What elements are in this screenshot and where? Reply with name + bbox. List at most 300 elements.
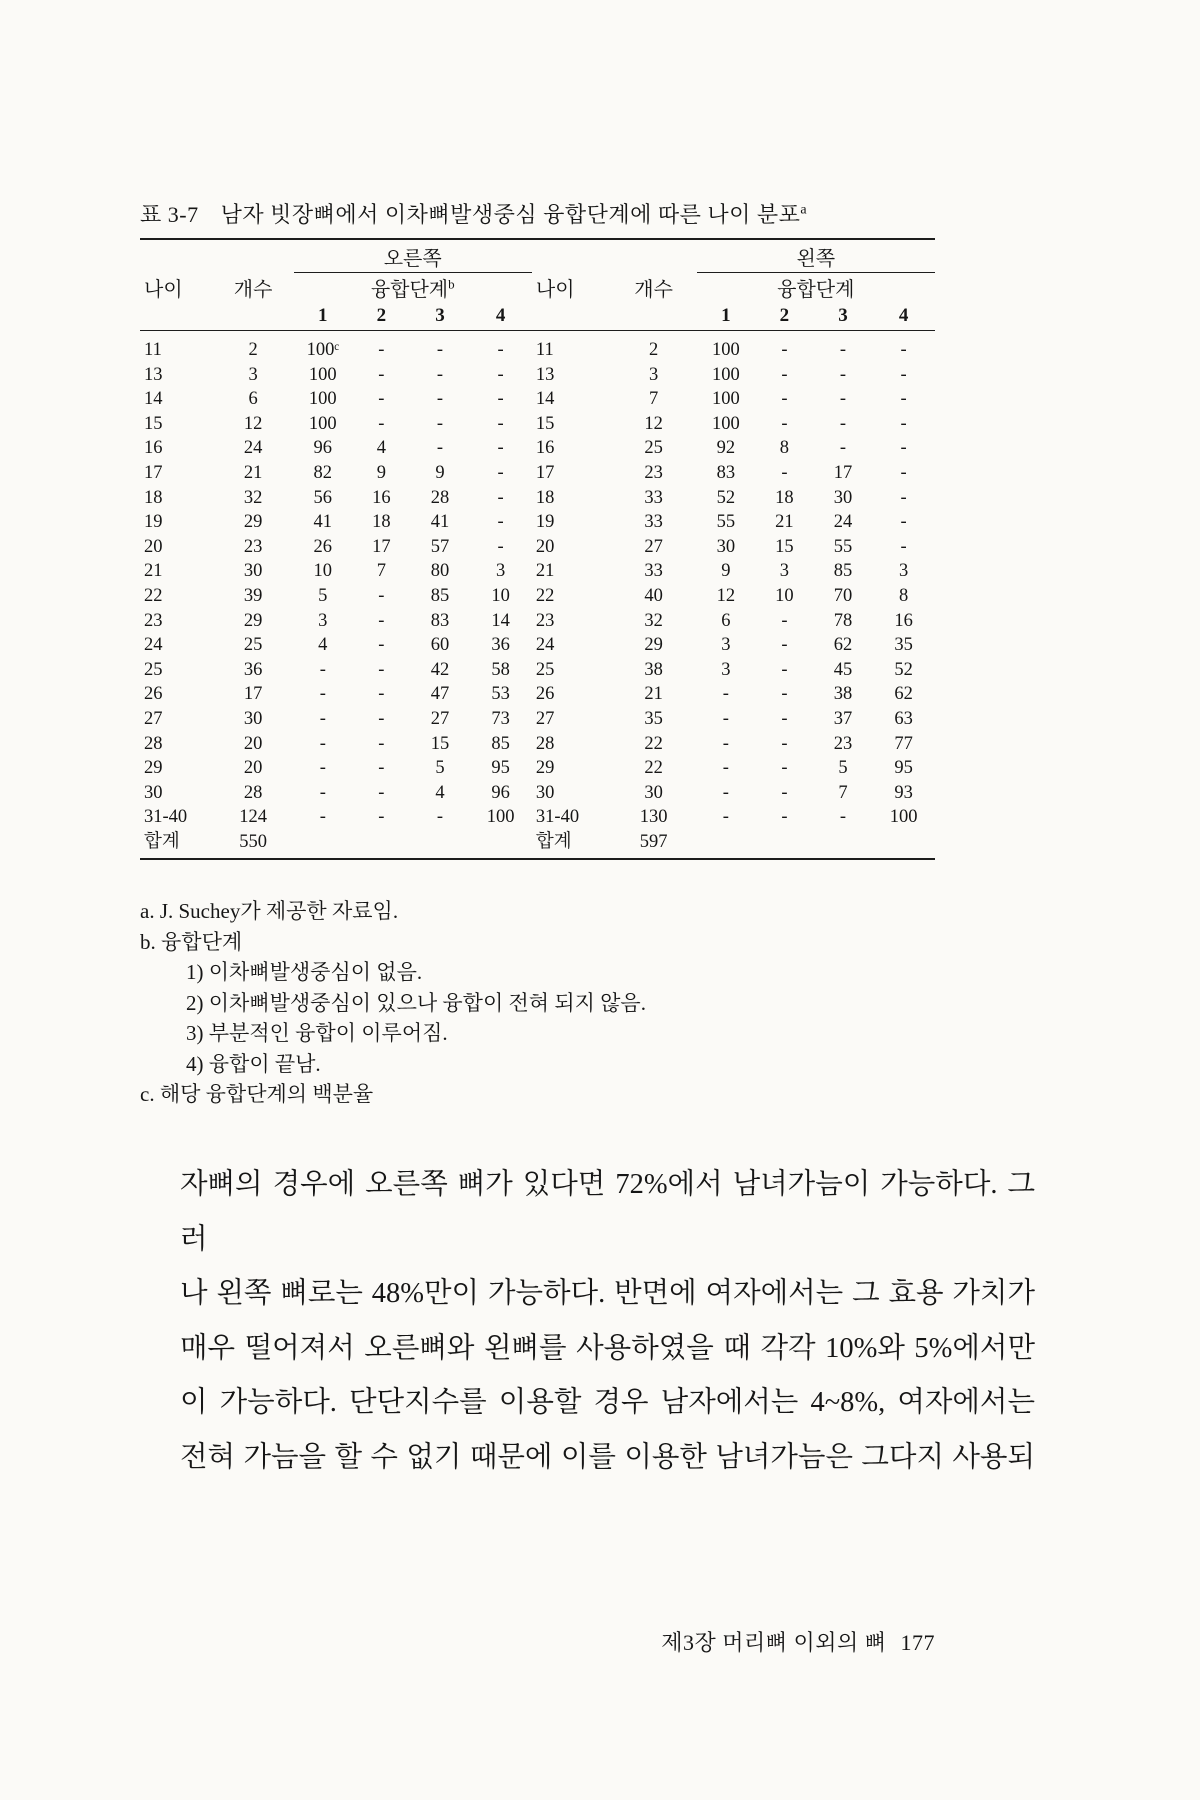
table-cell: 100 bbox=[486, 807, 515, 828]
table-body bbox=[140, 331, 935, 860]
stage-number-header: 3 bbox=[814, 302, 873, 331]
table-cell: - bbox=[781, 758, 788, 779]
table-cell: - bbox=[839, 438, 847, 459]
page-number: 177 bbox=[900, 1630, 935, 1655]
table-cell: 95 bbox=[491, 758, 510, 779]
table-cell: 38 bbox=[833, 684, 853, 705]
table-cell: 100 bbox=[711, 413, 740, 434]
table-cell: 22 bbox=[144, 585, 163, 606]
table-cell: 15 bbox=[430, 733, 450, 754]
header-spacer bbox=[140, 239, 294, 273]
table-cell bbox=[755, 830, 814, 860]
table-cell: 32 bbox=[243, 487, 263, 508]
table-cell: 4 bbox=[376, 438, 386, 459]
table-cell: 33 bbox=[644, 561, 663, 582]
table-cell: 9 bbox=[435, 462, 445, 483]
table-cell: 8 bbox=[779, 438, 790, 459]
table-cell: - bbox=[436, 364, 444, 385]
table-cell bbox=[697, 830, 756, 860]
total-row bbox=[140, 830, 935, 860]
table-cell: - bbox=[378, 610, 385, 631]
footnote-b1: 1) 이차뼈발생중심이 없음. bbox=[186, 960, 423, 984]
table-cell: 9 bbox=[721, 561, 731, 582]
table-cell: 85 bbox=[430, 585, 450, 606]
table-cell: - bbox=[722, 684, 729, 705]
column-header-row bbox=[140, 273, 935, 303]
table-cell: 85 bbox=[491, 733, 510, 754]
table-cell: 82 bbox=[313, 462, 333, 483]
table-cell: 21 bbox=[644, 684, 663, 705]
table-cell: 33 bbox=[644, 512, 663, 533]
stage-number-header: 3 bbox=[411, 302, 470, 331]
footnote-a: a. J. Suchey가 제공한 자료임. bbox=[140, 899, 399, 923]
table-cell: 130 bbox=[639, 807, 668, 828]
stage-number-row bbox=[140, 302, 935, 331]
table-cell: 36 bbox=[491, 635, 510, 656]
table-cell: - bbox=[497, 438, 504, 459]
table-cell: 23 bbox=[535, 610, 555, 631]
table-cell: - bbox=[378, 758, 385, 779]
table-title-footnote-marker: a bbox=[800, 202, 808, 218]
table-cell: - bbox=[497, 389, 504, 410]
table-cell: 18 bbox=[144, 487, 163, 508]
table-cell: - bbox=[781, 807, 788, 828]
table-cell bbox=[872, 830, 935, 860]
table-cell: 18 bbox=[372, 512, 391, 533]
table-cell: - bbox=[781, 610, 788, 631]
table-cell: 18 bbox=[775, 487, 794, 508]
table-cell: 56 bbox=[313, 487, 333, 508]
footnote-b4: 4) 융합이 끝남. bbox=[186, 1051, 321, 1076]
table-cell: 39 bbox=[243, 585, 263, 606]
table-cell: - bbox=[497, 340, 504, 360]
table-cell: 38 bbox=[644, 659, 663, 680]
table-cell: - bbox=[781, 462, 788, 483]
table-cell: 9 bbox=[376, 462, 386, 483]
table-cell: 31-40 bbox=[144, 807, 188, 828]
table-cell: 30 bbox=[243, 708, 263, 729]
table-cell: - bbox=[900, 462, 907, 483]
table-row bbox=[140, 331, 935, 363]
table-cell: 29 bbox=[243, 512, 263, 533]
table-cell: 8 bbox=[899, 585, 909, 606]
table-cell: 30 bbox=[644, 782, 663, 803]
table-cell: - bbox=[378, 733, 385, 754]
count-column-header: 개수 bbox=[233, 278, 273, 301]
table-cell: 19 bbox=[535, 512, 555, 533]
table-cell: - bbox=[319, 758, 326, 779]
count-column-header: 개수 bbox=[634, 278, 673, 301]
table-cell: 30 bbox=[144, 782, 163, 803]
table-cell: 14 bbox=[535, 389, 555, 410]
table-cell: - bbox=[378, 659, 385, 680]
table-row bbox=[140, 658, 935, 683]
header-spacer bbox=[213, 302, 294, 331]
table-cell: 27 bbox=[644, 536, 663, 557]
table-cell: 20 bbox=[535, 536, 555, 557]
table-cell: 24 bbox=[243, 438, 263, 459]
table-cell: 20 bbox=[243, 733, 263, 754]
table-cell: 24 bbox=[833, 512, 853, 533]
stage-footnote-marker: b bbox=[448, 276, 455, 292]
table-footnotes bbox=[140, 896, 960, 1110]
table-cell: 25 bbox=[243, 635, 263, 656]
table-cell: 26 bbox=[313, 536, 333, 557]
table-cell: 19 bbox=[144, 512, 163, 533]
table-cell: 100 bbox=[308, 389, 337, 410]
table-cell: 26 bbox=[535, 684, 555, 705]
table-cell: 13 bbox=[535, 364, 555, 385]
table-cell: 60 bbox=[430, 635, 450, 656]
table-cell: 16 bbox=[894, 610, 913, 631]
table-cell: - bbox=[900, 413, 907, 434]
table-cell: 3 bbox=[495, 561, 506, 582]
table-cell: - bbox=[378, 340, 385, 360]
table-cell: 12 bbox=[716, 585, 736, 606]
table-cell: - bbox=[722, 708, 729, 729]
table-cell: 7 bbox=[648, 389, 659, 410]
table-cell: 3 bbox=[648, 364, 659, 385]
table-cell: 합계 bbox=[535, 831, 572, 852]
table-cell: 85 bbox=[833, 561, 853, 582]
table-row bbox=[140, 363, 935, 388]
table-cell: 17 bbox=[833, 462, 853, 483]
table-cell: - bbox=[900, 340, 907, 360]
table-row bbox=[140, 781, 935, 806]
table-number: 표 3-7 bbox=[140, 202, 199, 227]
stage-number-header: 1 bbox=[697, 302, 756, 331]
chapter-title: 제3장 머리뼈 이외의 뼈 bbox=[661, 1630, 887, 1655]
group-header-left: 왼쪽 bbox=[697, 239, 935, 273]
table-row bbox=[140, 510, 935, 535]
table-cell: 26 bbox=[144, 684, 163, 705]
table-cell: - bbox=[722, 807, 729, 828]
table-cell: 73 bbox=[491, 708, 510, 729]
table-cell: - bbox=[319, 684, 326, 705]
table-cell: 16 bbox=[535, 438, 555, 459]
table-cell: 24 bbox=[535, 635, 555, 656]
table-cell: 29 bbox=[535, 758, 555, 779]
footnote-b3: 3) 부분적인 융합이 이루어짐. bbox=[186, 1021, 448, 1045]
table-cell: 124 bbox=[239, 807, 267, 828]
table-cell: 37 bbox=[833, 708, 853, 729]
table-cell: 12 bbox=[243, 413, 263, 434]
table-cell: - bbox=[900, 438, 907, 459]
table-cell: 30 bbox=[243, 561, 263, 582]
table-cell: - bbox=[497, 536, 504, 557]
table-row bbox=[140, 535, 935, 560]
table-cell: 36 bbox=[243, 659, 263, 680]
table-cell: 27 bbox=[430, 708, 450, 729]
table-cell: 3 bbox=[248, 364, 258, 385]
table-cell: 17 bbox=[144, 462, 163, 483]
table-cell: - bbox=[839, 340, 847, 360]
table-cell: 21 bbox=[775, 512, 794, 533]
table-cell: 7 bbox=[376, 561, 386, 582]
table-cell: - bbox=[781, 708, 788, 729]
table-cell: 10 bbox=[313, 561, 333, 582]
table-cell: 21 bbox=[243, 462, 263, 483]
table-cell: - bbox=[839, 364, 847, 385]
table-cell bbox=[469, 830, 532, 860]
table-cell: - bbox=[781, 340, 788, 360]
table-cell: 30 bbox=[833, 487, 853, 508]
table-cell: 11 bbox=[535, 340, 554, 360]
table-cell: - bbox=[497, 413, 504, 434]
table-cell: 29 bbox=[644, 635, 663, 656]
table-cell: 47 bbox=[430, 684, 450, 705]
age-distribution-table bbox=[140, 238, 935, 860]
table-cell: - bbox=[900, 364, 907, 385]
table-cell: 16 bbox=[372, 487, 391, 508]
table-cell bbox=[352, 830, 411, 860]
table-cell: 16 bbox=[144, 438, 163, 459]
table-cell: - bbox=[497, 364, 504, 385]
table-cell: 52 bbox=[894, 659, 913, 680]
table-cell: 31-40 bbox=[535, 807, 580, 828]
table-cell: - bbox=[378, 807, 385, 828]
header-spacer bbox=[611, 302, 697, 331]
table-cell: - bbox=[781, 659, 788, 680]
table-cell: 80 bbox=[430, 561, 450, 582]
table-cell: 100 bbox=[711, 340, 740, 360]
table-cell: - bbox=[900, 512, 907, 533]
table-cell: 5 bbox=[435, 758, 445, 779]
table-cell: - bbox=[781, 733, 788, 754]
table-cell: 42 bbox=[430, 659, 450, 680]
table-cell: 5 bbox=[318, 585, 328, 606]
table-cell: 12 bbox=[644, 413, 663, 434]
table-cell: 합계 bbox=[144, 831, 180, 852]
table-cell: - bbox=[378, 413, 385, 434]
table-cell: 20 bbox=[243, 758, 263, 779]
table-cell: 63 bbox=[894, 708, 913, 729]
table-cell bbox=[814, 830, 873, 860]
header-spacer bbox=[140, 302, 213, 331]
table-cell: - bbox=[900, 389, 907, 410]
table-cell: 28 bbox=[144, 733, 163, 754]
table-cell: 20 bbox=[144, 536, 163, 557]
table-cell: 57 bbox=[430, 536, 450, 557]
table-cell: 15 bbox=[535, 413, 555, 434]
table-cell: 41 bbox=[430, 512, 450, 533]
table-cell: 100 bbox=[308, 364, 337, 385]
table-cell: 100 bbox=[889, 807, 918, 828]
table-cell: - bbox=[378, 389, 385, 410]
table-row bbox=[140, 756, 935, 781]
table-cell: 58 bbox=[491, 659, 510, 680]
table-cell: 6 bbox=[248, 389, 258, 410]
table-cell: - bbox=[378, 364, 385, 385]
table-row bbox=[140, 387, 935, 412]
table-cell: 597 bbox=[639, 831, 668, 852]
table-cell: 15 bbox=[775, 536, 794, 557]
table-title-text: 남자 빗장뼈에서 이차뼈발생중심 융합단계에 따른 나이 분포 bbox=[220, 202, 801, 227]
table-cell: 55 bbox=[833, 536, 853, 557]
table-cell: - bbox=[319, 782, 326, 803]
table-cell: 17 bbox=[243, 684, 263, 705]
table-cell: - bbox=[781, 389, 788, 410]
table-cell: - bbox=[722, 782, 729, 803]
table-cell: 3 bbox=[721, 659, 731, 680]
group-header-row bbox=[140, 239, 935, 273]
table-cell: 7 bbox=[838, 782, 848, 803]
table-cell: 23 bbox=[644, 462, 663, 483]
paragraph-line: 이 가능하다. 단단지수를 이용할 경우 남자에서는 4~8%, 여자에서는 bbox=[180, 1387, 1035, 1418]
table-cell: 23 bbox=[243, 536, 263, 557]
table-cell: 93 bbox=[894, 782, 913, 803]
table-cell: 62 bbox=[833, 635, 853, 656]
table-row bbox=[140, 682, 935, 707]
group-header-right: 오른쪽 bbox=[294, 239, 532, 273]
table-cell: 100ᶜ bbox=[306, 340, 340, 360]
footnote-b: b. 융합단계 bbox=[140, 929, 243, 954]
table-row bbox=[140, 609, 935, 634]
table-cell: - bbox=[497, 512, 504, 533]
table-cell: 22 bbox=[535, 585, 555, 606]
table-cell: 6 bbox=[721, 610, 731, 631]
table-cell: 96 bbox=[491, 782, 510, 803]
table-cell: 4 bbox=[435, 782, 445, 803]
table-cell: 25 bbox=[644, 438, 663, 459]
table-cell: - bbox=[378, 585, 385, 606]
table-cell: - bbox=[722, 733, 729, 754]
table-cell bbox=[411, 830, 470, 860]
stage-number-header: 1 bbox=[294, 302, 353, 331]
table-cell: 35 bbox=[644, 708, 663, 729]
table-cell: 77 bbox=[894, 733, 913, 754]
table-cell: - bbox=[319, 733, 326, 754]
table-cell: 21 bbox=[144, 561, 163, 582]
table-cell: 23 bbox=[833, 733, 853, 754]
table-cell: 18 bbox=[535, 487, 555, 508]
age-column-header: 나이 bbox=[535, 278, 575, 301]
table-cell: 40 bbox=[644, 585, 663, 606]
table-cell: 14 bbox=[491, 610, 510, 631]
header-spacer bbox=[532, 302, 611, 331]
table-cell: - bbox=[319, 708, 326, 729]
table-cell: 22 bbox=[644, 758, 663, 779]
table-cell: 10 bbox=[775, 585, 794, 606]
table-title bbox=[140, 198, 960, 229]
table-row bbox=[140, 461, 935, 486]
table-cell: 550 bbox=[239, 831, 267, 852]
stage-number-header: 2 bbox=[352, 302, 411, 331]
table-cell: 3 bbox=[318, 610, 328, 631]
table-cell: - bbox=[378, 635, 385, 656]
table-cell: - bbox=[436, 438, 444, 459]
table-cell: 29 bbox=[243, 610, 263, 631]
table-cell: 3 bbox=[779, 561, 790, 582]
table-cell: 23 bbox=[144, 610, 163, 631]
table-cell: 30 bbox=[535, 782, 555, 803]
table-cell: 4 bbox=[318, 635, 328, 656]
table-cell: 28 bbox=[535, 733, 555, 754]
table-cell: 3 bbox=[721, 635, 731, 656]
table-cell: 33 bbox=[644, 487, 663, 508]
table-cell: 2 bbox=[648, 340, 659, 360]
table-cell: - bbox=[781, 635, 788, 656]
table-cell: 21 bbox=[535, 561, 555, 582]
table-cell: - bbox=[378, 782, 385, 803]
table-cell: 28 bbox=[243, 782, 263, 803]
table-cell: 24 bbox=[144, 635, 163, 656]
stage-column-header-right: 융합단계$^b$ bbox=[370, 276, 455, 301]
table-row bbox=[140, 633, 935, 658]
table-cell: 14 bbox=[144, 389, 163, 410]
table-cell: 25 bbox=[535, 659, 555, 680]
table-cell: 25 bbox=[144, 659, 163, 680]
table-cell: 96 bbox=[313, 438, 333, 459]
table-cell: 29 bbox=[144, 758, 163, 779]
paragraph-line: 전혀 가늠을 할 수 없기 때문에 이를 이용한 남녀가늠은 그다지 사용되 bbox=[180, 1441, 1035, 1473]
table-cell: 17 bbox=[372, 536, 391, 557]
table-row bbox=[140, 732, 935, 757]
table-cell: - bbox=[436, 389, 444, 410]
table-cell: 41 bbox=[313, 512, 333, 533]
table-cell: 45 bbox=[833, 659, 853, 680]
table-cell: 5 bbox=[838, 758, 848, 779]
table-cell: - bbox=[781, 782, 788, 803]
table-cell: 55 bbox=[716, 512, 736, 533]
stage-number-header: 2 bbox=[755, 302, 814, 331]
paragraph-line: 매우 떨어져서 오른뼈와 왼뼈를 사용하였을 때 각각 10%와 5%에서만 bbox=[180, 1332, 1035, 1364]
table-cell: 17 bbox=[535, 462, 555, 483]
table-cell: - bbox=[497, 487, 504, 508]
table-cell: 3 bbox=[899, 561, 909, 582]
paragraph-line: 나 왼쪽 뼈로는 48%만이 가능하다. 반면에 여자에서는 그 효용 가치가 bbox=[180, 1278, 1035, 1309]
stage-number-header: 4 bbox=[469, 302, 532, 331]
table-cell: - bbox=[436, 413, 444, 434]
table-row bbox=[140, 486, 935, 511]
table-row bbox=[140, 805, 935, 830]
table-cell: 2 bbox=[248, 340, 258, 360]
table-cell: - bbox=[378, 684, 385, 705]
table-cell: 78 bbox=[833, 610, 853, 631]
table-cell: - bbox=[900, 536, 907, 557]
table-cell: 70 bbox=[833, 585, 853, 606]
table-row bbox=[140, 707, 935, 732]
table-cell: 53 bbox=[491, 684, 510, 705]
table-cell: - bbox=[319, 659, 326, 680]
table-cell: - bbox=[839, 807, 847, 828]
table-cell: 28 bbox=[430, 487, 450, 508]
table-cell: 15 bbox=[144, 413, 163, 434]
table-cell: - bbox=[900, 487, 907, 508]
table-cell: 27 bbox=[535, 708, 555, 729]
table-cell: - bbox=[378, 708, 385, 729]
table-cell: 100 bbox=[711, 389, 740, 410]
table-cell: - bbox=[781, 413, 788, 434]
table-cell: 92 bbox=[716, 438, 736, 459]
table-cell: 100 bbox=[308, 413, 337, 434]
stage-number-header: 4 bbox=[872, 302, 935, 331]
table-row bbox=[140, 584, 935, 609]
table-cell: - bbox=[839, 389, 847, 410]
table-cell: - bbox=[436, 807, 444, 828]
table-cell: 10 bbox=[491, 585, 510, 606]
table-cell: 32 bbox=[644, 610, 663, 631]
table-cell: 95 bbox=[894, 758, 913, 779]
table-cell: - bbox=[839, 413, 847, 434]
page-footer bbox=[140, 1626, 935, 1657]
body-paragraph bbox=[180, 1158, 1035, 1485]
table-cell bbox=[294, 830, 353, 860]
footnote-c: c. 해당 융합단계의 백분율 bbox=[140, 1082, 374, 1106]
table-cell: 22 bbox=[644, 733, 663, 754]
table-cell: - bbox=[781, 364, 788, 385]
footnote-b2: 2) 이차뼈발생중심이 있으나 융합이 전혀 되지 않음. bbox=[186, 990, 646, 1015]
